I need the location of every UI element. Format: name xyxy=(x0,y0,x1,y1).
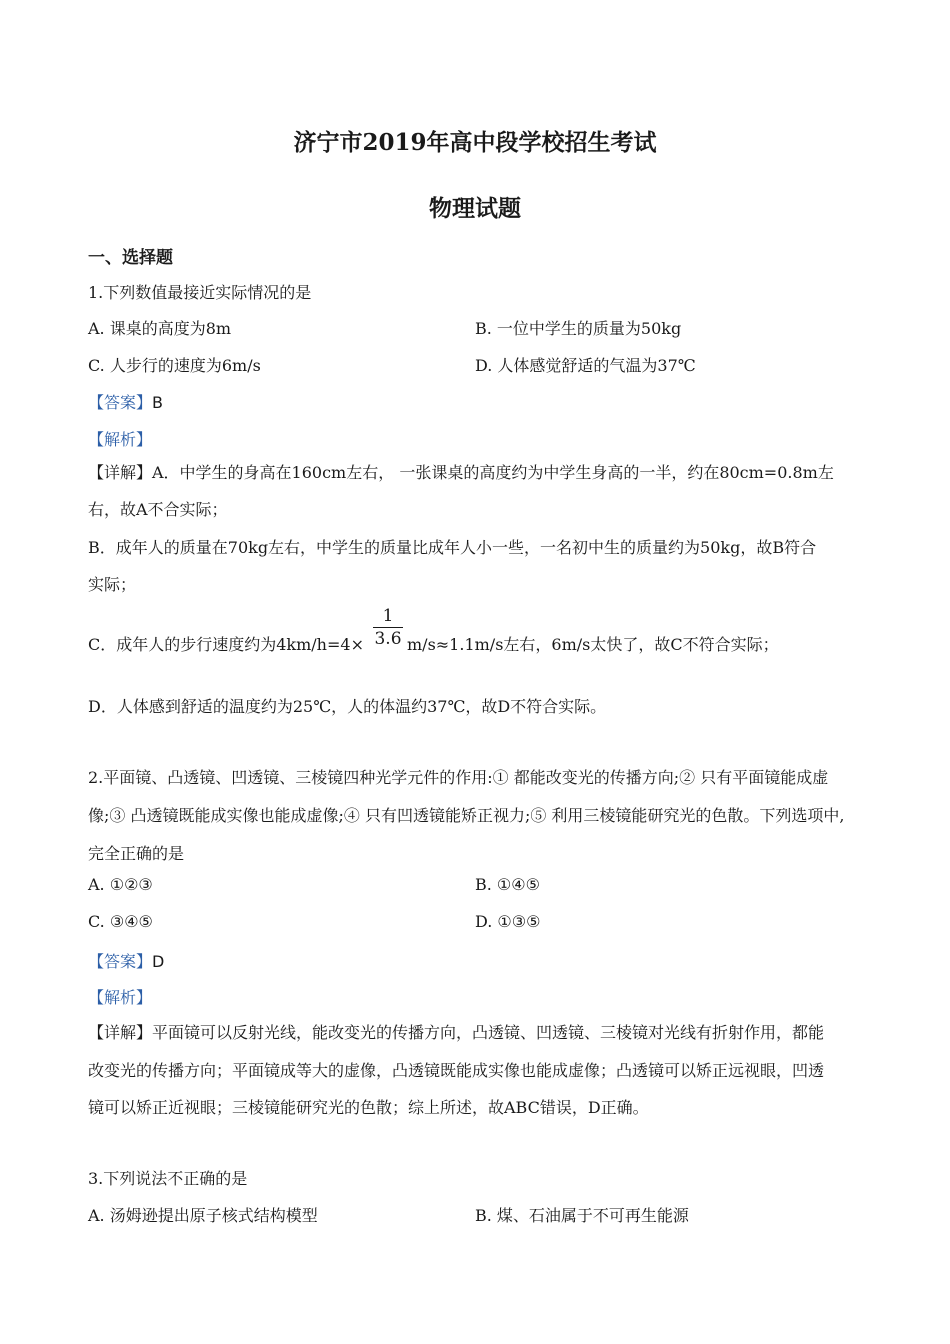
fraction-numerator: 1 xyxy=(382,606,394,626)
q2-analysis-label: 【解析】 xyxy=(88,988,153,1007)
q1-option-b: B. 一位中学生的质量为50kg xyxy=(475,319,682,338)
q2-detail-line: 改变光的传播方向；平面镜成等大的虚像，凸透镜既能成实像也能成虚像；凸透镜可以矫正远视眼，凹透 xyxy=(88,1061,825,1080)
q2-option-b: B. ①④⑤ xyxy=(475,875,540,894)
answer-label: 【答案】 xyxy=(88,393,153,412)
exam-title: 济宁市2019年高中段学校招生考试 xyxy=(293,129,657,156)
q2-option-d: D. ①③⑤ xyxy=(475,912,541,931)
q2-stem-line: 2.平面镜、凸透镜、凹透镜、三棱镜四种光学元件的作用:① 都能改变光的传播方向;② 只有平面镜能成虚 xyxy=(88,768,829,787)
q1-detail-line: D．人体感到舒适的温度约为25℃，人的体温约37℃，故D不符合实际。 xyxy=(88,697,607,716)
q2-stem-line: 完全正确的是 xyxy=(88,844,185,863)
q3-option-b: B. 煤、石油属于不可再生能源 xyxy=(475,1206,689,1225)
answer-value: B xyxy=(152,393,163,412)
q1-stem: 1.下列数值最接近实际情况的是 xyxy=(88,283,312,302)
q2-stem-line: 像;③ 凸透镜既能成实像也能成虚像;④ 只有凹透镜能矫正视力;⑤ 利用三棱镜能研究光的色散。下列选项中, xyxy=(88,806,845,825)
q2-option-a: A. ①②③ xyxy=(88,875,153,894)
section-heading: 一、选择题 xyxy=(88,248,173,268)
q1-detail-line: 实际； xyxy=(88,575,137,594)
q1-option-a: A. 课桌的高度为8m xyxy=(88,319,232,338)
exam-subtitle: 物理试题 xyxy=(429,195,521,222)
q1-detail-line-c-before: C．成年人的步行速度约为4km/h=4× xyxy=(88,635,364,654)
q1-detail-line-c-after: m/s≈1.1m/s左右，6m/s太快了，故C不符合实际； xyxy=(407,635,779,654)
q1-option-d: D. 人体感觉舒适的气温为37℃ xyxy=(475,356,696,375)
q2-detail-line: 【详解】平面镜可以反射光线，能改变光的传播方向，凸透镜、凹透镜、三棱镜对光线有折射作用，都能 xyxy=(88,1023,825,1042)
q2-detail-line: 镜可以矫正近视眼；三棱镜能研究光的色散；综上所述，故ABC错误，D正确。 xyxy=(88,1098,649,1117)
q3-option-a: A. 汤姆逊提出原子核式结构模型 xyxy=(88,1206,318,1225)
q3-stem: 3.下列说法不正确的是 xyxy=(88,1169,248,1188)
q1-analysis-label: 【解析】 xyxy=(88,430,153,449)
q2-answer xyxy=(88,949,164,972)
q1-detail-line: 右，故A不合实际； xyxy=(88,500,228,519)
q1-detail-line: B．成年人的质量在70kg左右，中学生的质量比成年人小一些，一名初中生的质量约为50kg，故B符合 xyxy=(88,538,817,557)
q1-detail-line: 【详解】A．中学生的身高在160cm左右， 一张课桌的高度约为中学生身高的一半，约在80cm=0.8m左 xyxy=(88,463,834,482)
answer-value: D xyxy=(152,952,165,971)
fraction xyxy=(373,605,403,650)
answer-label: 【答案】 xyxy=(88,952,153,971)
q1-answer xyxy=(88,390,163,413)
q1-option-c: C. 人步行的速度为6m/s xyxy=(88,356,261,375)
fraction-denominator: 3.6 xyxy=(374,629,402,649)
q2-option-c: C. ③④⑤ xyxy=(88,912,153,931)
